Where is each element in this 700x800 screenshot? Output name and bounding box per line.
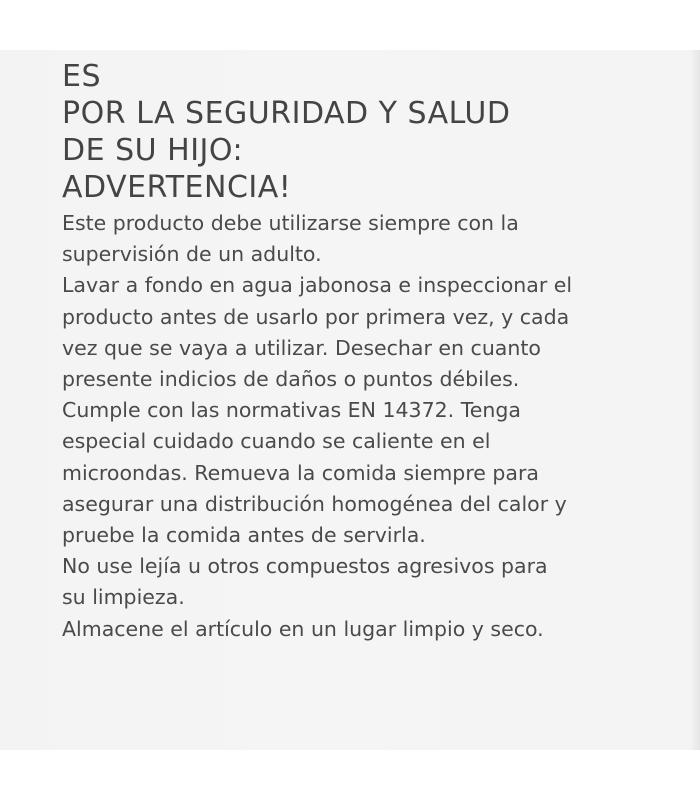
body-line: Este producto debe utilizarse siempre con la bbox=[62, 211, 519, 235]
warning-heading bbox=[62, 58, 682, 206]
warning-body bbox=[62, 208, 682, 645]
body-line: producto antes de usarlo por primera vez, y cada bbox=[62, 304, 570, 329]
body-line: su limpieza. bbox=[62, 585, 185, 610]
heading-line-warning: ADVERTENCIA! bbox=[62, 170, 292, 205]
body-line: No use lejía u otros compuestos agresivos para bbox=[62, 554, 548, 579]
body-line: asegurar una distribución homogénea del calor y bbox=[62, 491, 567, 516]
body-line: pruebe la comida antes de servirla. bbox=[62, 523, 426, 548]
body-line: Lavar a fondo en agua jabonosa e inspeccionar el bbox=[62, 273, 573, 298]
body-line: Cumple con las normativas EN 14372. Tenga bbox=[62, 398, 521, 423]
body-line: supervisión de un adulto. bbox=[62, 242, 322, 267]
body-line: especial cuidado cuando se caliente en el bbox=[62, 429, 491, 454]
language-code: ES bbox=[62, 59, 101, 94]
panel-edge-shadow bbox=[690, 50, 700, 750]
body-line: vez que se vaya a utilizar. Desechar en cuanto bbox=[62, 335, 541, 360]
body-line: microondas. Remueva la comida siempre para bbox=[62, 460, 539, 485]
warning-text-block bbox=[62, 58, 682, 645]
heading-line: DE SU HIJO: bbox=[62, 133, 244, 168]
heading-line: POR LA SEGURIDAD Y SALUD bbox=[62, 96, 511, 131]
body-line: presente indicios de daños o puntos débiles. bbox=[62, 367, 520, 392]
body-line: Almacene el artículo en un lugar limpio y seco. bbox=[62, 616, 544, 641]
